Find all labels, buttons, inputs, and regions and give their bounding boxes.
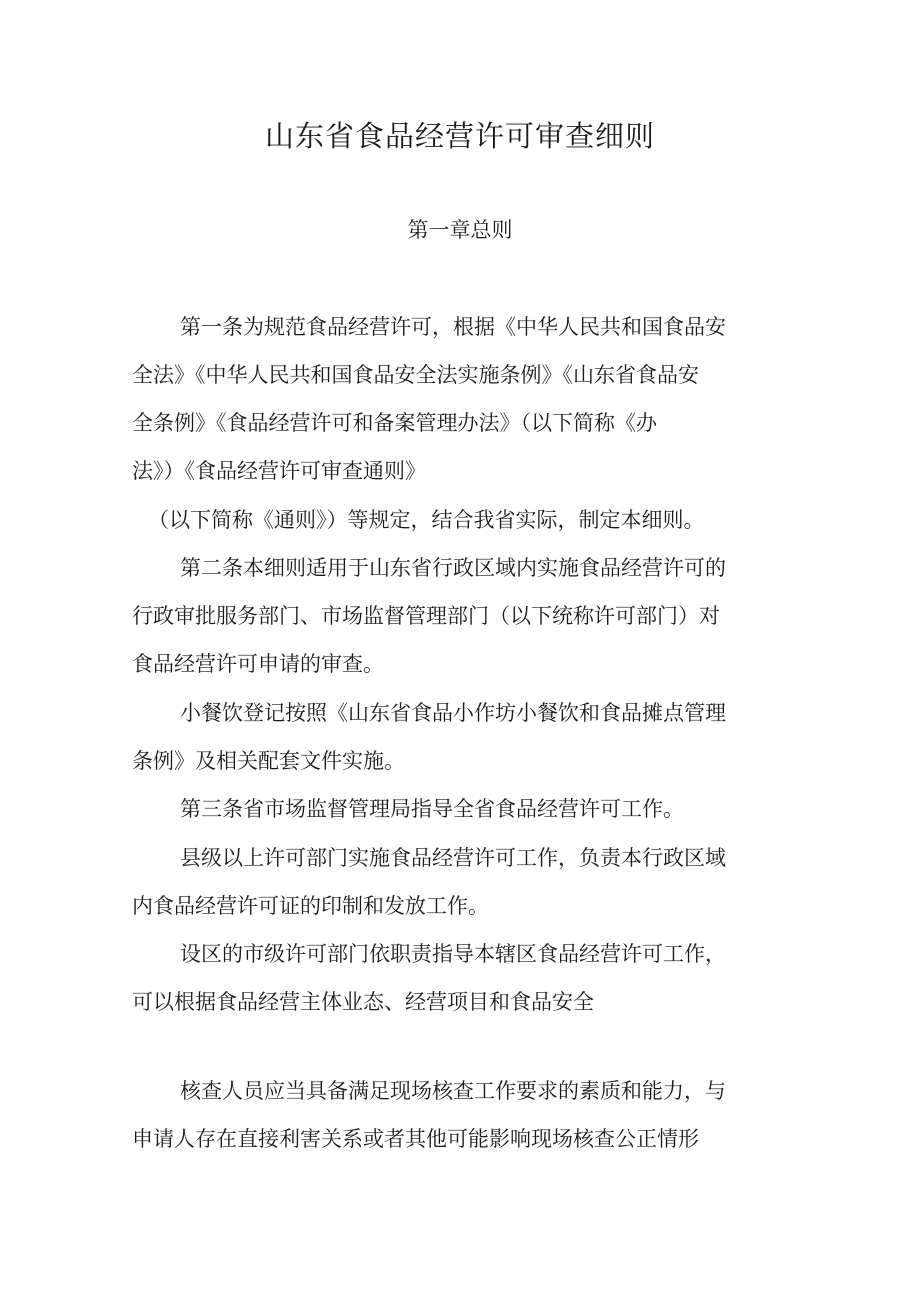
- text-line: 食品经营许可申请的审查。: [132, 652, 384, 676]
- text-line: 小餐饮登记按照《山东省食品小作坊小餐饮和食品摊点管理: [180, 701, 726, 725]
- text-line: 全条例》《食品经营许可和备案管理办法》（以下简称《办: [132, 411, 657, 435]
- text-line: 可以根据食品经营主体业态、经营项目和食品安全: [132, 990, 594, 1014]
- text-line: 第二条本细则适用于山东省行政区域内实施食品经营许可的: [180, 556, 726, 580]
- text-line: （以下简称《通则》）等规定，结合我省实际，制定本细则。: [148, 508, 705, 532]
- text-line: 设区的市级许可部门依职责指导本辖区食品经营许可工作，: [180, 942, 726, 966]
- text-line: 全法》《中华人民共和国食品安全法实施条例》《山东省食品安: [132, 363, 699, 387]
- document-title: 山东省食品经营许可审查细则: [264, 119, 655, 153]
- text-line: 内食品经营许可证的印制和发放工作。: [132, 894, 489, 918]
- text-line: 县级以上许可部门实施食品经营许可工作，负责本行政区域: [180, 846, 726, 870]
- text-line: 申请人存在直接利害关系或者其他可能影响现场核查公正情形: [132, 1127, 699, 1151]
- text-line: 条例》及相关配套文件实施。: [132, 749, 405, 773]
- text-line: 法》）《食品经营许可审查通则》: [132, 459, 426, 483]
- text-line: 核查人员应当具备满足现场核查工作要求的素质和能力，与: [180, 1079, 726, 1103]
- text-line: 第三条省市场监督管理局指导全省食品经营许可工作。: [180, 797, 684, 821]
- text-line: 行政审批服务部门、市场监督管理部门（以下统称许可部门）对: [132, 604, 720, 628]
- chapter-heading: 第一章总则: [407, 218, 513, 242]
- text-line: 第一条为规范食品经营许可，根据《中华人民共和国食品安: [180, 315, 726, 339]
